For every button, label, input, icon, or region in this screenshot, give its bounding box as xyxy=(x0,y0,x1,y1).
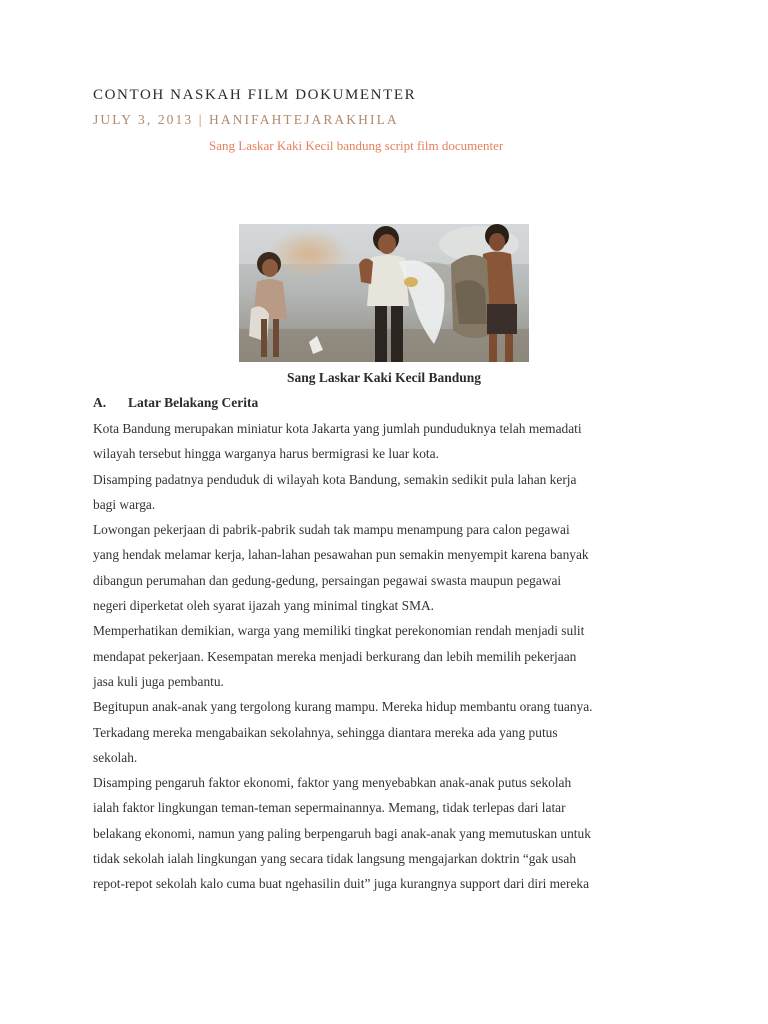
body-line: Memperhatikan demikian, warga yang memiliki tingkat perekonomian rendah menjadi sulit xyxy=(93,623,585,639)
section-heading xyxy=(93,395,258,411)
body-line: tidak sekolah ialah lingkungan yang secara tidak langsung mengajarkan doktrin “gak usah xyxy=(93,851,577,867)
document-title: CONTOH NASKAH FILM DOKUMENTER xyxy=(93,87,417,103)
body-line: Terkadang mereka mengabaikan sekolahnya, sehingga diantara mereka ada yang putus xyxy=(93,724,558,740)
body-line: jasa kuli juga pembantu. xyxy=(93,673,224,689)
body-line: dibangun perumahan dan gedung-gedung, persaingan pegawai swasta maupun pegawai xyxy=(93,572,562,588)
body-line: repot-repot sekolah kalo cuma buat ngehasilin duit” juga kurangnya support dari diri mereka xyxy=(93,876,590,892)
body-line: wilayah tersebut hingga warganya harus bermigrasi ke luar kota. xyxy=(93,446,439,462)
section-heading-text: Latar Belakang Cerita xyxy=(128,395,259,410)
photo-caption xyxy=(0,370,768,386)
body-line: ialah faktor lingkungan teman-teman sepermainannya. Memang, tidak terlepas dari latar xyxy=(93,800,566,816)
body-line: Disamping pengaruh faktor ekonomi, faktor yang menyebabkan anak-anak putus sekolah xyxy=(93,775,572,791)
script-link[interactable]: Sang Laskar Kaki Kecil bandung script film documenter xyxy=(209,138,504,153)
body-line: negeri diperketat oleh syarat ijazah yang minimal tingkat SMA. xyxy=(93,598,434,614)
body-line: sekolah. xyxy=(93,749,138,765)
body-line: mendapat pekerjaan. Kesempatan mereka menjadi berkurang dan lebih memilih pekerjaan xyxy=(93,648,577,664)
photo-caption-text: Sang Laskar Kaki Kecil Bandung xyxy=(286,370,482,385)
body-line: Disamping padatnya penduduk di wilayah kota Bandung, semakin sedikit pula lahan kerja xyxy=(93,471,577,487)
body-line: Begitupun anak-anak yang tergolong kurang mampu. Mereka hidup membantu orang tuanya. xyxy=(93,699,593,715)
section-marker: A. xyxy=(93,395,107,410)
body-line: bagi warga. xyxy=(93,496,156,512)
body-line: Kota Bandung merupakan miniatur kota Jakarta yang jumlah punduduknya telah memadati xyxy=(93,421,582,436)
body-line: belakang ekonomi, namun yang paling berpengaruh bagi anak-anak yang memutuskan untuk xyxy=(93,825,591,841)
post-date-author: JULY 3, 2013 | HANIFAHTEJARAKHILA xyxy=(93,112,399,127)
street-children-photo xyxy=(239,224,529,362)
body-line: yang hendak melamar kerja, lahan-lahan pesawahan pun semakin menyempit karena banyak xyxy=(93,547,589,563)
body-text xyxy=(93,416,678,897)
body-line: Lowongan pekerjaan di pabrik-pabrik sudah tak mampu menampung para calon pegawai xyxy=(93,522,570,538)
